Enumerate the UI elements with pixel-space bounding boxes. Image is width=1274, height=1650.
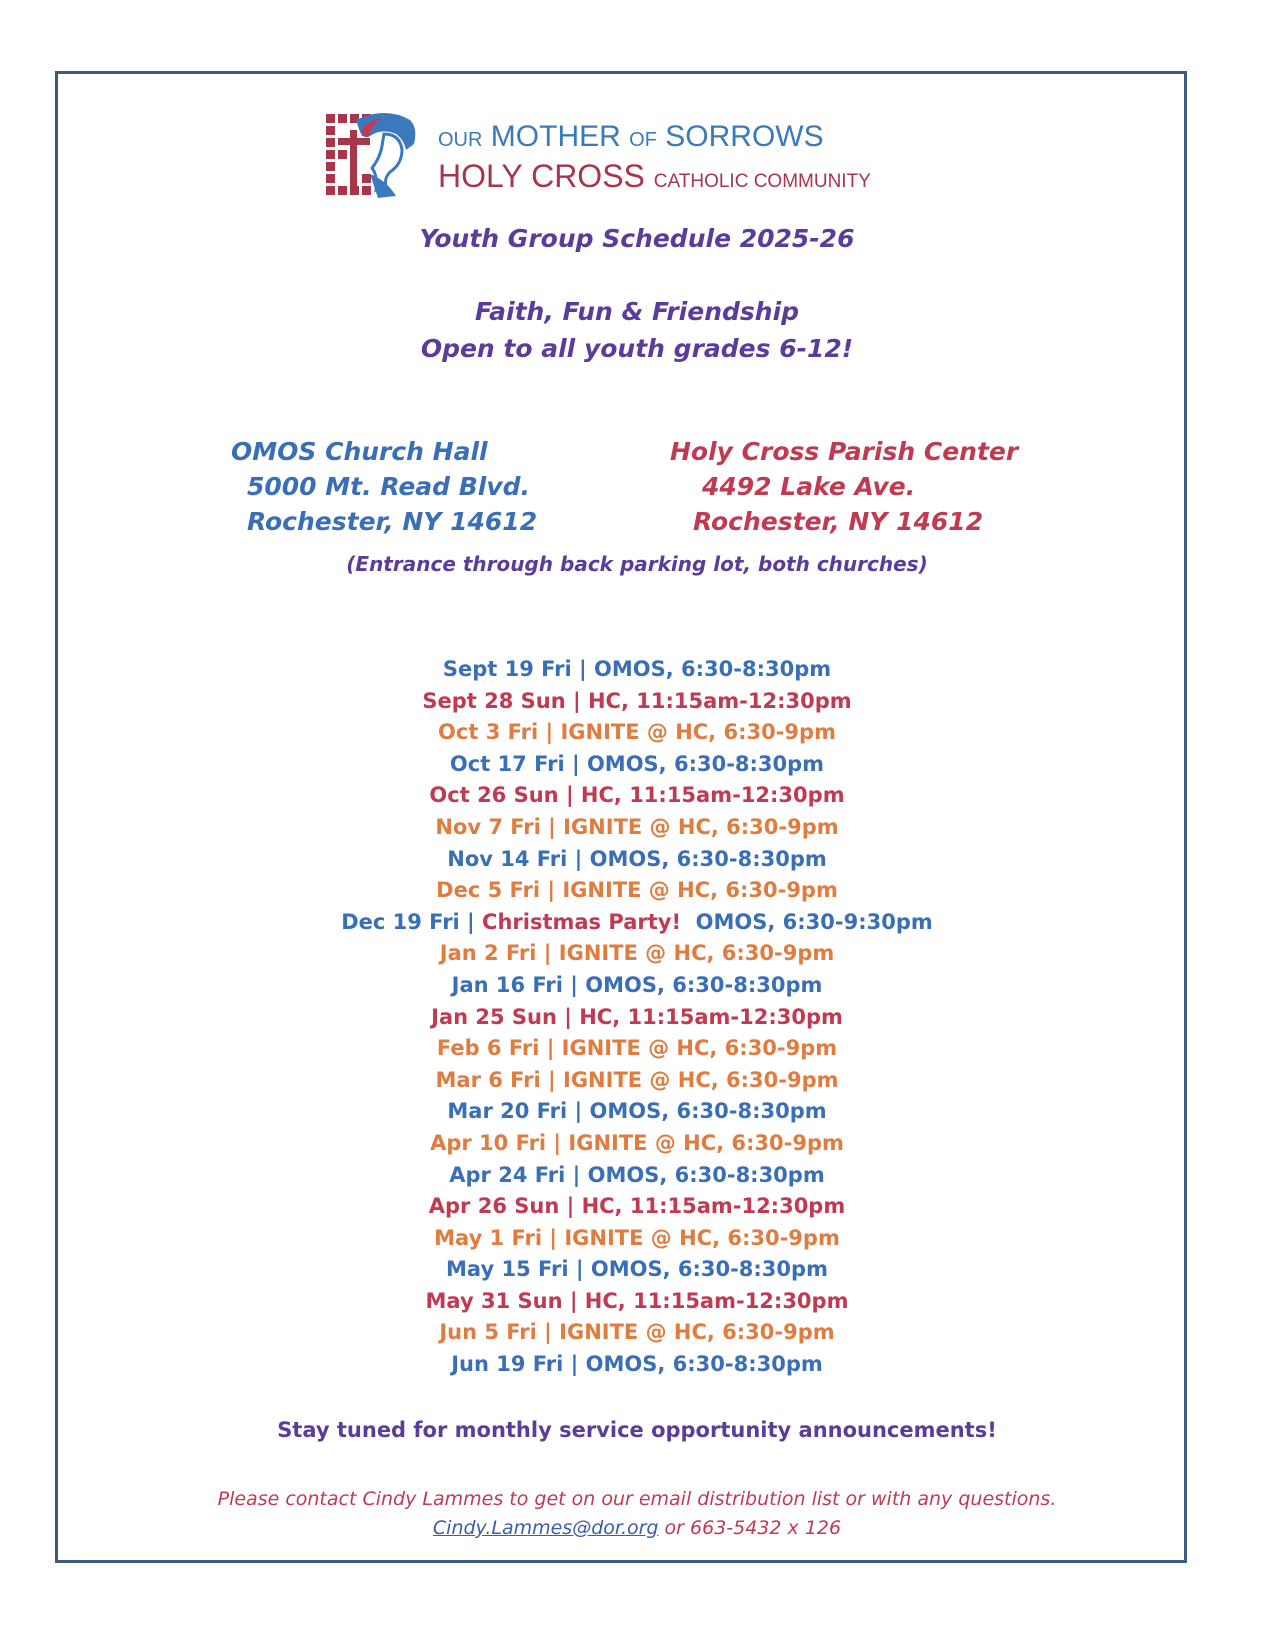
schedule-item: Jan 16 Fri | OMOS, 6:30-8:30pm [451,972,823,997]
schedule-item: Oct 17 Fri | OMOS, 6:30-8:30pm [449,751,825,776]
schedule-item: Jun 5 Fri | IGNITE @ HC, 6:30-9pm [439,1320,835,1345]
tagline-open-to-all: Open to all youth grades 6-12! [420,334,854,363]
schedule-item: Dec 5 Fri | IGNITE @ HC, 6:30-9pm [436,878,838,903]
parish-logo [326,110,886,210]
schedule-item: Oct 26 Sun | HC, 11:15am-12:30pm [429,783,845,808]
schedule-item: Jan 25 Sun | HC, 11:15am-12:30pm [431,1004,843,1029]
schedule-item-date: Dec 19 Fri | [341,909,483,934]
page-title: Youth Group Schedule 2025-26 [419,224,855,253]
schedule-item: Apr 10 Fri | IGNITE @ HC, 6:30-9pm [430,1130,844,1155]
logo-sorrows: SORROWS [665,120,824,153]
schedule-item: Sept 28 Sun | HC, 11:15am-12:30pm [422,688,852,713]
logo-catholic-community: CATHOLIC COMMUNITY [653,171,871,192]
contact-line: Please contact Cindy Lammes to get on our email distribution list or with any questions. [217,1488,1057,1510]
phone-text: or 663-5432 x 126 [658,1517,842,1539]
schedule-item: May 1 Fri | IGNITE @ HC, 6:30-9pm [434,1225,840,1250]
email-link[interactable]: Cindy.Lammes@dor.org [432,1517,659,1539]
entrance-note: (Entrance through back parking lot, both churches) [346,552,928,576]
schedule-item: Jan 2 Fri | IGNITE @ HC, 6:30-9pm [439,941,835,966]
schedule-item: May 15 Fri | OMOS, 6:30-8:30pm [446,1257,828,1282]
omos-city: Rochester, NY 14612 [247,507,538,536]
christmas-party-label: Christmas Party! [482,909,682,934]
logo-our: OUR [438,129,483,151]
schedule-list [0,654,1274,1381]
logo-mother: MOTHER [490,120,621,153]
omos-name: OMOS Church Hall [231,437,488,466]
schedule-item: Nov 14 Fri | OMOS, 6:30-8:30pm [447,846,827,871]
schedule-item: Sept 19 Fri | OMOS, 6:30-8:30pm [442,657,832,681]
schedule-item: Nov 7 Fri | IGNITE @ HC, 6:30-9pm [435,814,839,839]
logo-text-line1 [438,120,824,154]
hc-name: Holy Cross Parish Center [670,437,1019,466]
tagline-faith-fun: Faith, Fun & Friendship [474,297,800,326]
schedule-item: Oct 3 Fri | IGNITE @ HC, 6:30-9pm [438,720,836,745]
schedule-item: Jun 19 Fri | OMOS, 6:30-8:30pm [451,1352,823,1377]
schedule-item: May 31 Sun | HC, 11:15am-12:30pm [425,1288,849,1313]
logo-text-line2 [438,158,871,195]
logo-holy-cross: HOLY CROSS [438,158,645,194]
hc-street: 4492 Lake Ave. [702,472,916,501]
schedule-item: Mar 20 Fri | OMOS, 6:30-8:30pm [447,1099,827,1124]
hc-city: Rochester, NY 14612 [693,507,984,536]
cross-mary-logo-icon [326,110,436,210]
logo-of: OF [629,129,657,151]
schedule-item: Feb 6 Fri | IGNITE @ HC, 6:30-9pm [436,1036,838,1061]
stay-tuned-note: Stay tuned for monthly service opportunity announcements! [277,1418,997,1442]
contact-details [0,1517,1274,1539]
schedule-item [0,907,1274,939]
schedule-item: Mar 6 Fri | IGNITE @ HC, 6:30-9pm [435,1067,839,1092]
schedule-item: Apr 24 Fri | OMOS, 6:30-8:30pm [449,1162,825,1187]
omos-street: 5000 Mt. Read Blvd. [247,472,531,501]
schedule-item-location: OMOS, 6:30-9:30pm [681,909,933,934]
schedule-item: Apr 26 Sun | HC, 11:15am-12:30pm [428,1194,846,1219]
